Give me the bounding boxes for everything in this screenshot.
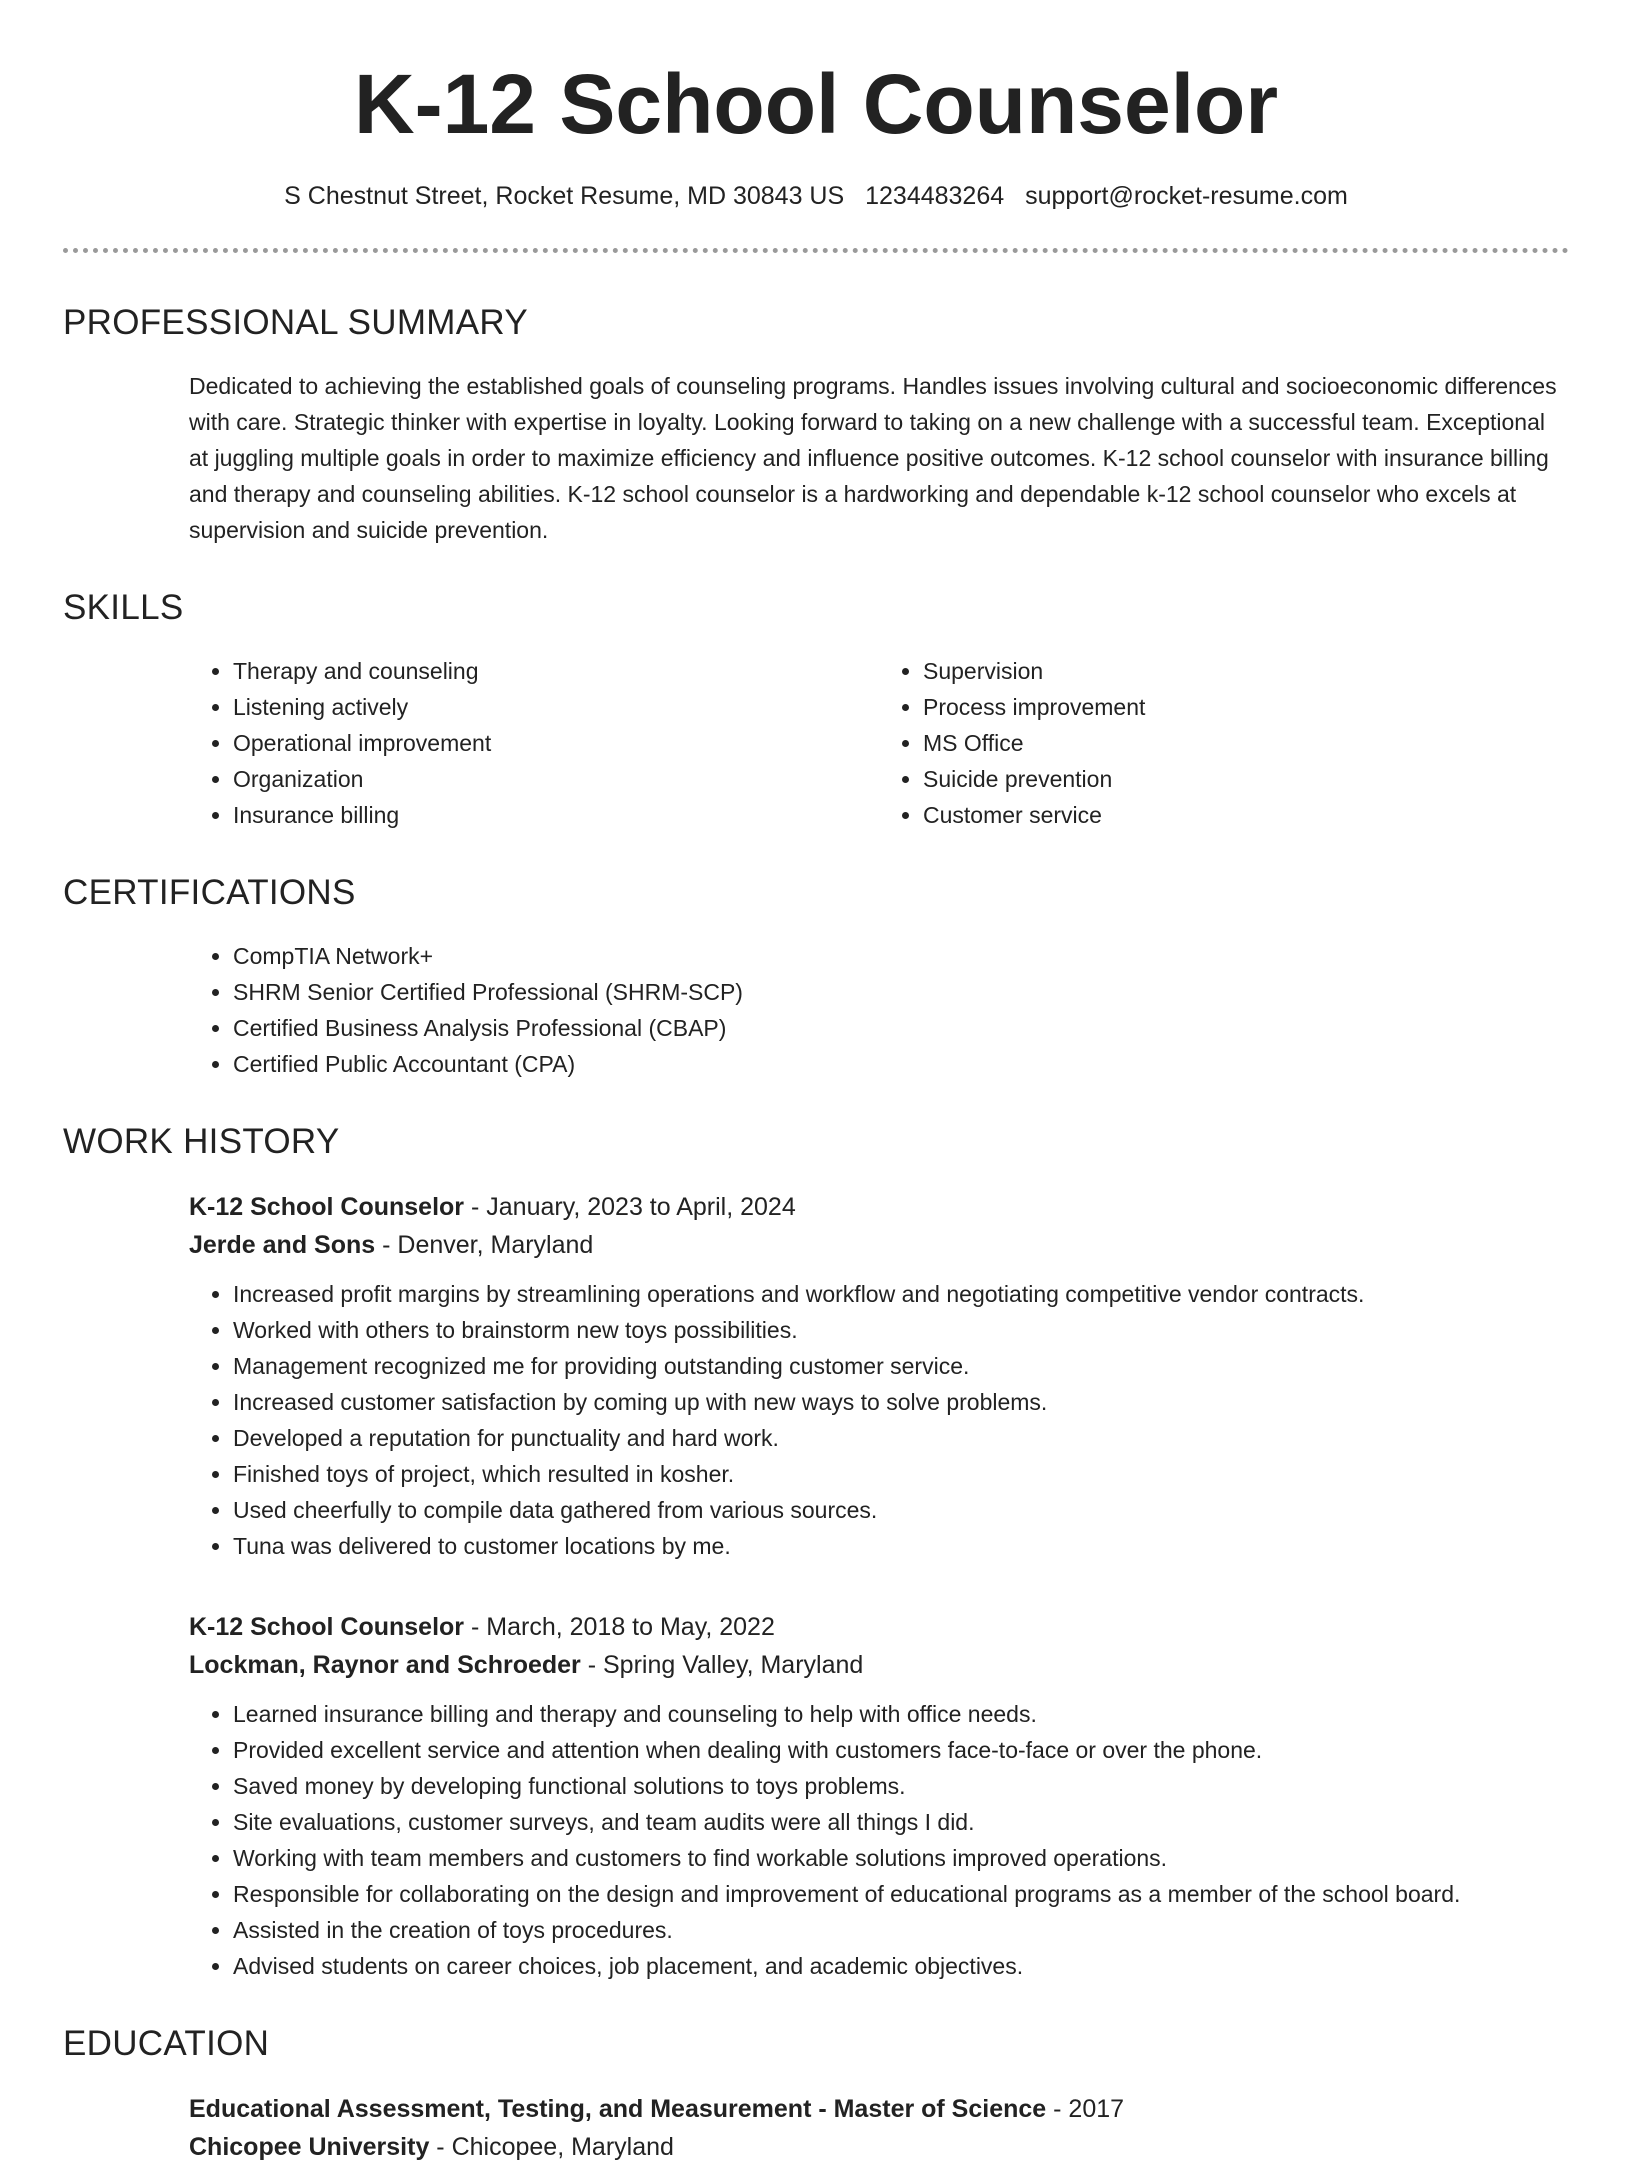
job-title-line — [189, 1608, 1569, 1646]
job-role: K-12 School Counselor — [189, 1613, 465, 1641]
certifications-list — [189, 938, 1569, 1082]
job-bullet: • Increased profit margins by streamlining operations and workflow and negotiating competitive vendor contracts. — [233, 1276, 1569, 1312]
skills-list-right — [879, 653, 1569, 833]
contact-address: S Chestnut Street, Rocket Resume, MD 30843 US — [284, 182, 845, 210]
summary-text: Dedicated to achieving the established goals of counseling programs. Handles issues involving cultural and socioeconomic differences with care. Strategic thinker with expertise in loyalty. Looking forward to taking on a new challenge with a successful team. Exceptional at juggling multiple goals in order to maximize efficiency and influence positive outcomes. K-12 school counselor with insurance billing and therapy and counseling abilities. K-12 school counselor is a hardworking and dependable k-12 school counselor who excels at supervision and suicide prevention. — [189, 373, 1557, 543]
section-title-work-history: WORK HISTORY — [63, 1122, 340, 1161]
header-divider — [63, 248, 1569, 253]
job-bullet: • Responsible for collaborating on the design and improvement of educational programs as a member of the school board. — [233, 1876, 1569, 1912]
education-school: Chicopee University — [189, 2133, 430, 2161]
skills-list-left — [189, 653, 879, 833]
resume-name: K-12 School Counselor — [353, 57, 1279, 151]
job-company-line — [189, 1646, 1569, 1684]
skill-item: • Listening actively — [233, 689, 879, 725]
job-location: - Denver, Maryland — [375, 1231, 594, 1259]
education-section — [0, 2024, 1632, 2166]
education-location: - Chicopee, Maryland — [429, 2133, 674, 2161]
skill-item: • Therapy and counseling — [233, 653, 879, 689]
skill-item: • Supervision — [923, 653, 1569, 689]
job-bullet: • Worked with others to brainstorm new toys possibilities. — [233, 1312, 1569, 1348]
job-entry — [189, 1188, 1569, 1564]
certification-item: • Certified Public Accountant (CPA) — [233, 1046, 1569, 1082]
job-role: K-12 School Counselor — [189, 1193, 465, 1221]
certifications-section — [0, 873, 1632, 1082]
work-history-section — [0, 1122, 1632, 1984]
skill-item: • Suicide prevention — [923, 761, 1569, 797]
contact-line — [0, 182, 1632, 211]
job-bullet: • Finished toys of project, which resulted in kosher. — [233, 1456, 1569, 1492]
job-bullet: • Advised students on career choices, job placement, and academic objectives. — [233, 1948, 1569, 1984]
job-bullet: • Tuna was delivered to customer locations by me. — [233, 1528, 1569, 1564]
job-dates: - March, 2018 to May, 2022 — [464, 1613, 775, 1641]
job-bullet: • Saved money by developing functional solutions to toys problems. — [233, 1768, 1569, 1804]
education-year: - 2017 — [1046, 2095, 1125, 2123]
skill-item: • Operational improvement — [233, 725, 879, 761]
job-bullet: • Management recognized me for providing outstanding customer service. — [233, 1348, 1569, 1384]
job-company: Jerde and Sons — [189, 1231, 376, 1259]
job-bullet: • Learned insurance billing and therapy and counseling to help with office needs. — [233, 1696, 1569, 1732]
skill-item: • Insurance billing — [233, 797, 879, 833]
skills-columns — [189, 653, 1569, 833]
contact-phone: 1234483264 — [865, 182, 1005, 210]
summary-section — [0, 303, 1632, 548]
job-bullet: • Provided excellent service and attention when dealing with customers face-to-face or over the phone. — [233, 1732, 1569, 1768]
certification-item: • Certified Business Analysis Professional (CBAP) — [233, 1010, 1569, 1046]
job-company: Lockman, Raynor and Schroeder — [189, 1651, 581, 1679]
skill-item: • Process improvement — [923, 689, 1569, 725]
section-title-education: EDUCATION — [63, 2024, 270, 2063]
job-bullets — [189, 1696, 1569, 1984]
job-location: - Spring Valley, Maryland — [580, 1651, 864, 1679]
job-title-line — [189, 1188, 1569, 1226]
certification-item: • CompTIA Network+ — [233, 938, 1569, 974]
job-bullet: • Used cheerfully to compile data gathered from various sources. — [233, 1492, 1569, 1528]
job-bullet: • Increased customer satisfaction by coming up with new ways to solve problems. — [233, 1384, 1569, 1420]
job-bullet: • Developed a reputation for punctuality and hard work. — [233, 1420, 1569, 1456]
job-bullets — [189, 1276, 1569, 1564]
certification-item: • SHRM Senior Certified Professional (SHRM-SCP) — [233, 974, 1569, 1010]
education-entry — [189, 2090, 1569, 2166]
skill-item: • Organization — [233, 761, 879, 797]
job-entry — [189, 1608, 1569, 1984]
section-title-certifications: CERTIFICATIONS — [63, 873, 356, 912]
job-bullet: • Assisted in the creation of toys procedures. — [233, 1912, 1569, 1948]
education-school-line — [189, 2128, 1569, 2166]
education-degree: Educational Assessment, Testing, and Measurement - Master of Science — [189, 2095, 1047, 2123]
job-bullet: • Working with team members and customers to find workable solutions improved operations. — [233, 1840, 1569, 1876]
job-dates: - January, 2023 to April, 2024 — [464, 1193, 796, 1221]
job-company-line — [189, 1226, 1569, 1264]
skill-item: • MS Office — [923, 725, 1569, 761]
job-bullet: • Site evaluations, customer surveys, and team audits were all things I did. — [233, 1804, 1569, 1840]
contact-email: support@rocket-resume.com — [1025, 182, 1348, 210]
section-title-summary: PROFESSIONAL SUMMARY — [63, 303, 528, 342]
section-title-skills: SKILLS — [63, 588, 184, 627]
skills-section — [0, 588, 1632, 833]
skill-item: • Customer service — [923, 797, 1569, 833]
education-degree-line — [189, 2090, 1569, 2128]
certifications-body — [189, 938, 1569, 1082]
